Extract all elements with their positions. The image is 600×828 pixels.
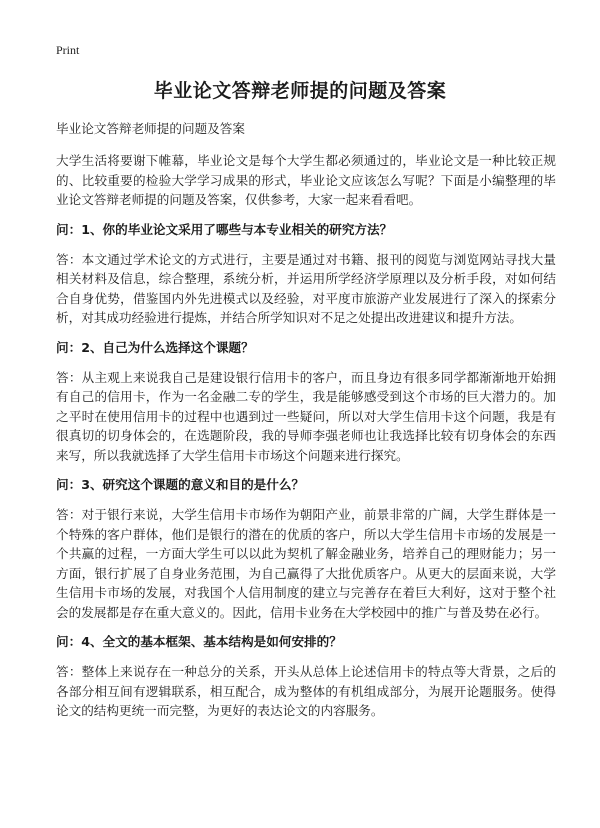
answer-3: 答：对于银行来说，大学生信用卡市场作为朝阳产业，前景非常的广阔，大学生群体是一个特殊的客户群体，他们是银行的潜在的优质的客户，所以大学生信用卡市场的发展是一个共赢的过程，一方面大学生可以以此为契机了解金融业务，培养自己的理财能力；另一方面，银行扩展了自身业务范围，为自己赢得了大批优质客户。从更大的层面来说，大学生信用卡市场的发展，对我国个人信用制度的建立与完善存在着巨大利好，这对于整个社会的发展都是存在重大意义的。因此，信用卡业务在大学校园中的推广与普及势在必行。: [56, 507, 556, 620]
question-1: 问：1、你的毕业论文采用了哪些与本专业相关的研究方法？: [56, 221, 393, 237]
answer-4: 答：整体上来说存在一种总分的关系，开头从总体上论述信用卡的特点等大背景，之后的各部分相互间有逻辑联系，相互配合，成为整体的有机组成部分，为展开论题服务。使得论文的结构更统一而完整，为更好的表达论文的内容服务。: [56, 664, 556, 718]
document-body: [56, 119, 556, 731]
answer-1: 答：本文通过学术论文的方式进行，主要是通过对书籍、报刊的阅览与浏览网站寻找大量相关材料及信息，综合整理，系统分析，并运用所学经济学原理以及分析手段，对如何结合自身优势，借鉴国内外先进模式以及经验，对平度市旅游产业发展进行了深入的探索分析，对其成功经验进行提炼，并结合所学知识对不足之处提出改进建议和提升方法。: [56, 251, 556, 325]
question-4: 问：4、全文的基本框架、基本结构是如何安排的？: [56, 634, 342, 649]
answer-2: 答：从主观上来说我自己是建设银行信用卡的客户，而且身边有很多同学都渐渐地开始拥有自己的信用卡，作为一名金融二专的学生，我是能够感受到这个市场的巨大潜力的。加之平时在使用信用卡的过程中也遇到过一些疑问，所以对大学生信用卡这个问题，我是有很真切的切身体会的，在选题阶段，我的导师李强老师也让我选择比较有切身体会的东西来写，所以我就选择了大学生信用卡市场这个问题来进行探究。: [56, 369, 556, 463]
intro-paragraph: 大学生活将要谢下帷幕，毕业论文是每个大学生都必须通过的，毕业论文是一种比较正规的、比较重要的检验大学学习成果的形式，毕业论文应该怎么写呢？下面是小编整理的毕业论文答辩老师提的问题及答案，仅供参考，大家一起来看看吧。: [56, 153, 556, 207]
question-3: 问：3、研究这个课题的意义和目的是什么？: [56, 477, 305, 492]
document-subtitle: 毕业论文答辩老师提的问题及答案: [56, 121, 245, 136]
page-title: 毕业论文答辩老师提的问题及答案: [153, 80, 447, 102]
print-label: Print: [56, 43, 80, 57]
question-2: 问：2、自己为什么选择这个课题？: [56, 339, 254, 355]
